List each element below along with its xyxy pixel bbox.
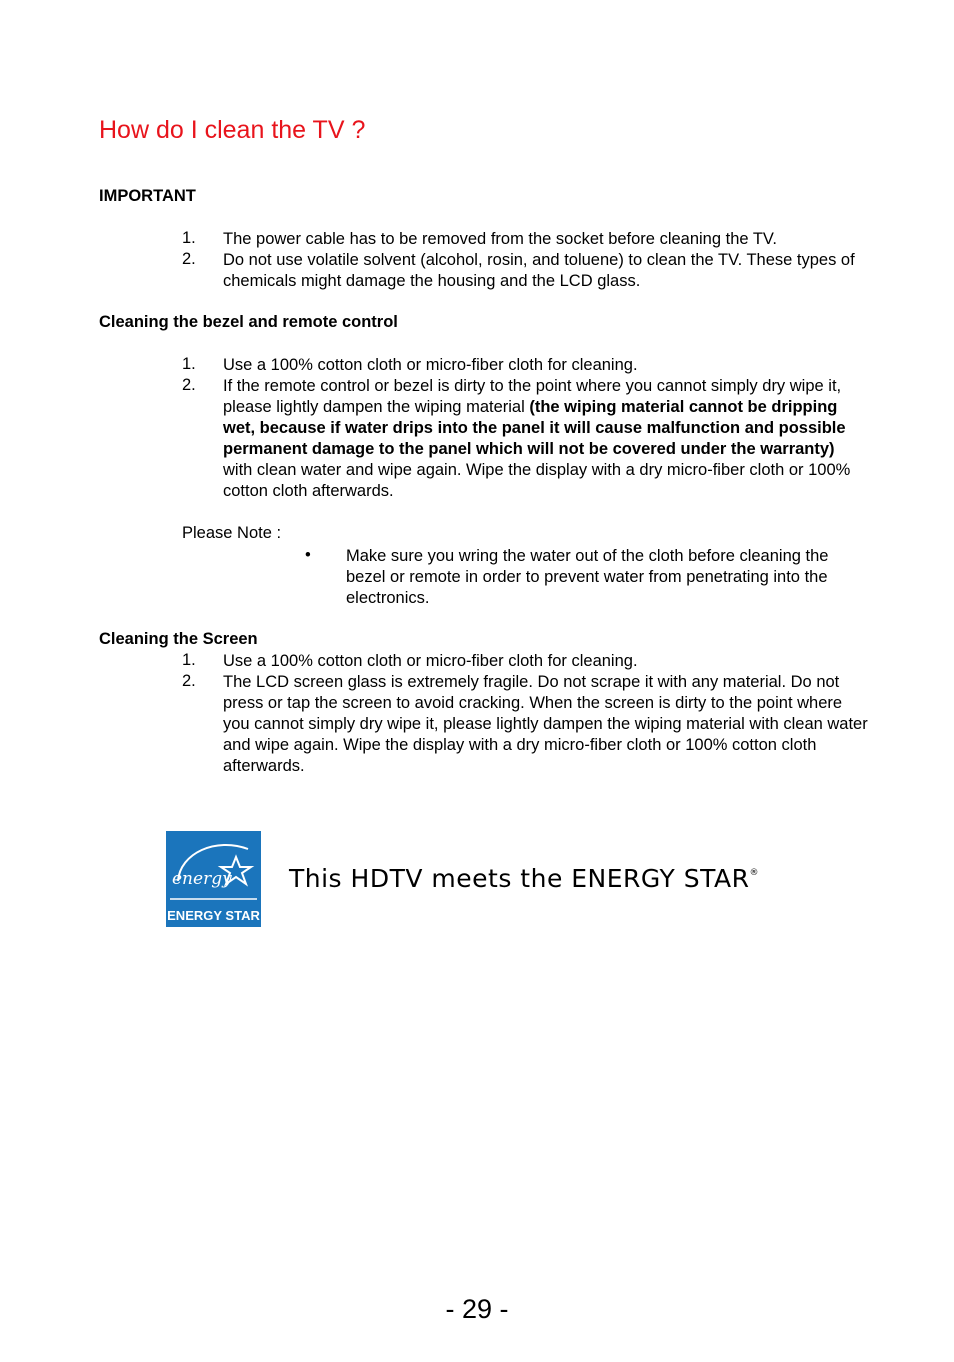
note-text: Make sure you wring the water out of the cloth before cleaning the bezel or remote in order to prevent water from penetrating into the electronics. <box>346 547 829 607</box>
energy-statement-text: This HDTV meets the ENERGY STAR <box>289 864 750 893</box>
list-number: 2. <box>182 376 196 394</box>
energy-star-statement <box>289 864 759 893</box>
list-item: The LCD screen glass is extremely fragile. Do not scrape it with any material. Do not press or tap the screen to avoid cracking. When the screen is dirty to the point where you cannot simply dry wipe it, please lightly dampen the wiping material with clean water and wipe again. Wipe the display with a dry micro-fiber cloth or 100% cotton cloth afterwards. <box>223 673 868 775</box>
list-number: 1. <box>182 651 196 669</box>
list-number: 1. <box>182 229 196 247</box>
list-number: 1. <box>182 355 196 373</box>
logo-label: ENERGY STAR <box>167 908 260 923</box>
list-item: Use a 100% cotton cloth or micro-fiber cloth for cleaning. <box>223 652 638 670</box>
important-heading: IMPORTANT <box>99 187 196 205</box>
list-number: 2. <box>182 250 196 268</box>
energy-star-logo <box>166 831 261 927</box>
page-title: How do I clean the TV ? <box>99 116 366 144</box>
registered-mark: ® <box>749 868 759 878</box>
bezel-item2-text-a: If the remote control or bezel is dirty to the point where you cannot simply dry wipe it, please lightly dampen the wiping material <box>223 377 842 416</box>
list-item: Use a 100% cotton cloth or micro-fiber cloth for cleaning. <box>223 356 638 374</box>
bullet: • <box>305 546 311 564</box>
page-number: - 29 - <box>445 1294 509 1324</box>
list-item: Do not use volatile solvent (alcohol, rosin, and toluene) to clean the TV. These types of chemicals might damage the housing and the LCD glass. <box>223 251 855 290</box>
energy-star-icon <box>166 831 261 927</box>
bezel-item2-text-b: with clean water and wipe again. Wipe the display with a dry micro-fiber cloth or 100% cotton cloth afterwards. <box>223 461 851 500</box>
warranty-warning: (the wiping material cannot be dripping wet, because if water drips into the panel it will cause malfunction and possible permanent damage to the panel which will not be covered under the warranty) <box>223 398 846 458</box>
note-label: Please Note : <box>182 524 282 542</box>
list-item: The power cable has to be removed from the socket before cleaning the TV. <box>223 230 777 248</box>
screen-heading: Cleaning the Screen <box>99 630 258 648</box>
list-number: 2. <box>182 672 196 690</box>
bezel-heading: Cleaning the bezel and remote control <box>99 313 398 331</box>
logo-script: energy <box>172 869 232 889</box>
list-item <box>223 376 868 502</box>
